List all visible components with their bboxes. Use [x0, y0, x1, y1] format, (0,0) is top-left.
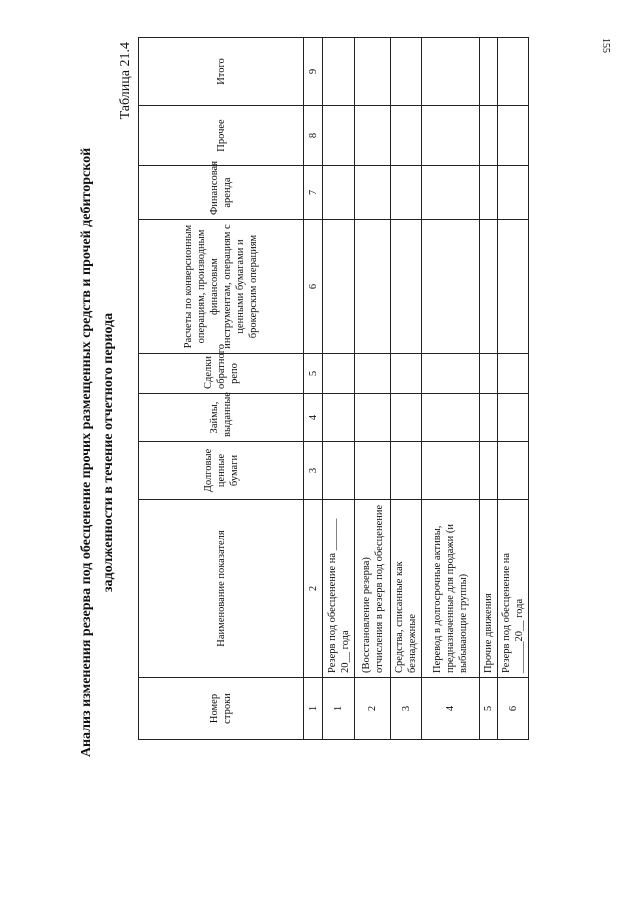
column-number: 7 [304, 166, 323, 220]
row-number: 6 [498, 678, 529, 740]
row-label: Перевод в долгосрочные активы, предназначенные для продажи (и выбывающие группы) [422, 500, 480, 678]
row-label: Прочие движения [480, 500, 498, 678]
cell [355, 394, 391, 442]
cell [391, 166, 422, 220]
cell [355, 354, 391, 394]
cell [355, 442, 391, 500]
cell [498, 442, 529, 500]
document-title-line-1: Анализ изменения резерва под обесценение прочих размещенных средств и прочей дебиторской [79, 147, 94, 758]
cell [498, 354, 529, 394]
page-number: 155 [600, 38, 611, 53]
cell [355, 38, 391, 106]
table-row [422, 38, 480, 740]
cell [498, 394, 529, 442]
cell [323, 354, 355, 394]
column-number: 4 [304, 394, 323, 442]
cell [323, 220, 355, 354]
row-number: 2 [355, 678, 391, 740]
table-row [498, 38, 529, 740]
cell [355, 220, 391, 354]
cell [422, 394, 480, 442]
cell [480, 354, 498, 394]
cell [323, 106, 355, 166]
cell [422, 166, 480, 220]
cell [498, 166, 529, 220]
column-number: 3 [304, 442, 323, 500]
cell [480, 38, 498, 106]
row-label: Резерв под обесценение на ______20__ года [498, 500, 529, 678]
cell [480, 220, 498, 354]
table-row [323, 38, 355, 740]
table-row [480, 38, 498, 740]
table-row [391, 38, 422, 740]
cell [391, 394, 422, 442]
column-number: 8 [304, 106, 323, 166]
table-label: Таблица 21.4 [118, 42, 133, 120]
cell [391, 106, 422, 166]
row-number: 5 [480, 678, 498, 740]
cell [422, 38, 480, 106]
cell [323, 166, 355, 220]
cell [498, 38, 529, 106]
cell [323, 394, 355, 442]
header-other: Прочее [139, 106, 304, 166]
header-row-number: Номер строки [139, 678, 304, 740]
cell [391, 442, 422, 500]
cell [480, 442, 498, 500]
column-number: 6 [304, 220, 323, 354]
column-number: 5 [304, 354, 323, 394]
cell [480, 106, 498, 166]
cell [422, 106, 480, 166]
header-total: Итого [139, 38, 304, 106]
cell [422, 442, 480, 500]
column-number-row [304, 38, 323, 740]
row-label: (Восстановление резерва) отчисления в резерв под обесценение [355, 500, 391, 678]
cell [480, 166, 498, 220]
cell [422, 354, 480, 394]
cell [498, 220, 529, 354]
column-number: 2 [304, 500, 323, 678]
header-finance-lease: Финансовая аренда [139, 166, 304, 220]
cell [391, 354, 422, 394]
document-title-line-2: задолженности в течение отчетного периода [101, 312, 116, 593]
column-number: 1 [304, 678, 323, 740]
cell [323, 38, 355, 106]
table-row [355, 38, 391, 740]
row-label: Резерв под обесценение на ______ 20__ года [323, 500, 355, 678]
reserve-change-table [138, 37, 529, 740]
row-number: 4 [422, 678, 480, 740]
row-number: 3 [391, 678, 422, 740]
cell [480, 394, 498, 442]
cell [498, 106, 529, 166]
cell [391, 38, 422, 106]
row-number: 1 [323, 678, 355, 740]
row-label: Средства, списанные как безнадежные [391, 500, 422, 678]
cell [422, 220, 480, 354]
header-reverse-repo: Сделки обратного репо [139, 354, 304, 394]
cell [391, 220, 422, 354]
header-loans-issued: Займы, выданные [139, 394, 304, 442]
cell [355, 166, 391, 220]
header-indicator-name: Наименование показателя [139, 500, 304, 678]
header-debt-securities: Долговые ценные бумаги [139, 442, 304, 500]
cell [323, 442, 355, 500]
column-number: 9 [304, 38, 323, 106]
cell [355, 106, 391, 166]
header-conversion-operations: Расчеты по конверсионным операциям, производным финансовым инструментам, операциям с ценными бумагами и брокерским операциям [139, 220, 304, 354]
table-header-row [139, 38, 304, 740]
